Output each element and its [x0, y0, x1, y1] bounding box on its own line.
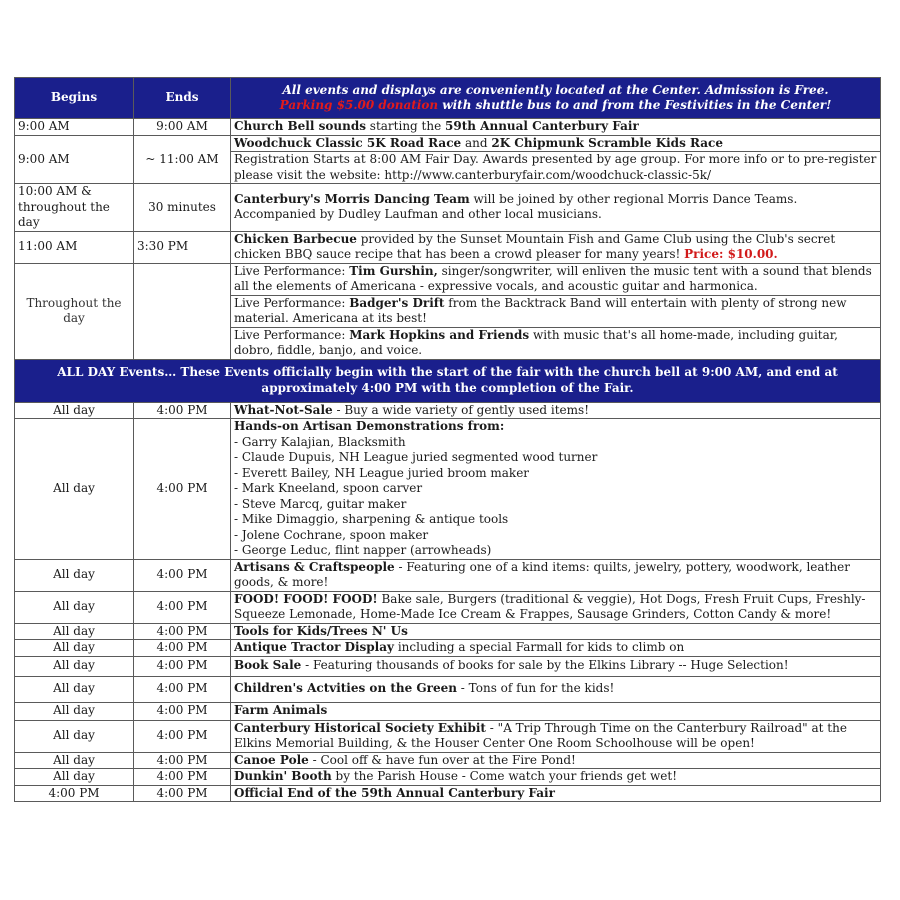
event-cell	[231, 152, 881, 184]
event-cell	[231, 559, 881, 591]
event-text: provided by the Sunset Mountain Fish and Game Club using the Club's secret chicken BBQ sauce recipe that has been a crowd pleaser for many years!	[234, 231, 836, 261]
event-title: Book Sale	[234, 658, 302, 673]
event-title: Artisans & Craftspeople	[234, 559, 395, 574]
event-title: Tools for Kids/Trees N' Us	[234, 623, 408, 638]
shuttle-note: with shuttle bus to and from the Festivities in the Center!	[438, 98, 832, 112]
ends-cell: 4:00 PM	[134, 702, 231, 720]
list-item: - Jolene Cochrane, spoon maker	[234, 527, 429, 542]
event-text: singer/songwriter, will enliven the music tent with a sound that blends all the elements of Americana - expressive vocals, and acoustic guitar and harmonica.	[234, 263, 872, 293]
table-row	[15, 135, 881, 152]
event-title: Hands-on Artisan Demonstrations from:	[234, 419, 505, 433]
ends-cell	[134, 263, 231, 359]
list-item: - Mike Dimaggio, sharpening & antique tools	[234, 512, 509, 526]
begins-cell: All day	[15, 559, 134, 591]
event-text: starting the	[365, 119, 446, 133]
table-row	[15, 640, 881, 657]
ends-cell: 4:00 PM	[134, 640, 231, 657]
event-title: Farm Animals	[234, 703, 328, 718]
event-title: What-Not-Sale	[234, 402, 333, 417]
event-cell	[231, 752, 881, 769]
event-text: - Featuring one of a kind items: quilts, jewelry, pottery, woodwork, leather goods, & more!	[234, 559, 850, 589]
event-text: by the Parish House - Come watch your friends get wet!	[331, 769, 678, 783]
allday-banner: ALL DAY Events… These Events officially begin with the start of the fair with the church bell at 9:00 AM, and end at approximately 4:00 PM with the completion of the Fair.	[15, 359, 881, 402]
ends-cell: 30 minutes	[134, 184, 231, 232]
event-cell	[231, 623, 881, 640]
event-cell	[231, 184, 881, 232]
event-title-2: 2K Chipmunk Scramble Kids Race	[491, 135, 723, 150]
event-cell	[231, 263, 881, 295]
ends-cell: ~ 11:00 AM	[134, 135, 231, 184]
table-row	[15, 591, 881, 623]
begins-cell: All day	[15, 402, 134, 419]
event-title: FOOD! FOOD! FOOD!	[234, 591, 378, 606]
ends-cell: 4:00 PM	[134, 676, 231, 702]
ends-cell: 4:00 PM	[134, 591, 231, 623]
ends-cell: 4:00 PM	[134, 656, 231, 676]
ends-cell: 4:00 PM	[134, 769, 231, 786]
begins-cell: 11:00 AM	[15, 231, 134, 263]
begins-cell: All day	[15, 676, 134, 702]
list-item: - George Leduc, flint napper (arrowheads)	[234, 543, 492, 557]
list-item: - Everett Bailey, NH League juried broom maker	[234, 465, 530, 480]
begins-cell: All day	[15, 640, 134, 657]
header-row	[15, 78, 881, 119]
admission-note	[231, 78, 881, 119]
list-item: - Steve Marcq, guitar maker	[234, 496, 407, 511]
table-row	[15, 769, 881, 786]
ends-cell: 4:00 PM	[134, 402, 231, 419]
table-row	[15, 785, 881, 802]
event-title: Canterbury Historical Society Exhibit	[234, 720, 486, 735]
event-title: Official End of the 59th Annual Canterbury Fair	[234, 785, 555, 800]
event-text: - Featuring thousands of books for sale by the Elkins Library -- Huge Selection!	[301, 658, 789, 673]
event-text: from the Backtrack Band will entertain with plenty of strong new material. Americana at its best!	[234, 295, 847, 325]
ends-cell: 4:00 PM	[134, 419, 231, 560]
ends-cell: 4:00 PM	[134, 623, 231, 640]
event-cell	[231, 295, 881, 327]
ends-header: Ends	[134, 78, 231, 119]
table-row	[15, 623, 881, 640]
event-text: Registration Starts at 8:00 AM Fair Day. Awards presented by age group. For more info or to pre-register please visit the website: http://www.canterburyfair.com/woodchuck-classic-5k/	[234, 152, 877, 182]
event-cell	[231, 419, 881, 560]
begins-cell: All day	[15, 702, 134, 720]
event-text: - Tons of fun for the kids!	[456, 681, 615, 696]
event-title: Canoe Pole	[234, 752, 309, 767]
table-row	[15, 559, 881, 591]
price-text: Price: $10.00.	[684, 247, 778, 261]
admission-line: All events and displays are conveniently located at the Center. Admission is Free.	[282, 82, 829, 97]
table-row	[15, 184, 881, 232]
event-title: Tim Gurshin,	[349, 263, 438, 278]
begins-cell: All day	[15, 752, 134, 769]
event-title: Church Bell sounds	[234, 119, 366, 133]
event-cell	[231, 591, 881, 623]
ends-cell: 4:00 PM	[134, 720, 231, 752]
event-text: and	[461, 135, 492, 150]
list-item: - Garry Kalajian, Blacksmith	[234, 434, 406, 449]
table-row	[15, 702, 881, 720]
event-cell	[231, 640, 881, 657]
begins-cell: All day	[15, 769, 134, 786]
event-prefix: Live Performance:	[234, 263, 350, 278]
begins-cell: 9:00 AM	[15, 135, 134, 184]
event-cell	[231, 702, 881, 720]
begins-cell: 4:00 PM	[15, 785, 134, 802]
begins-cell: All day	[15, 656, 134, 676]
event-cell	[231, 135, 881, 152]
event-title: Chicken Barbecue	[234, 231, 357, 246]
event-cell	[231, 720, 881, 752]
event-cell	[231, 656, 881, 676]
event-title: Woodchuck Classic 5K Road Race	[234, 135, 462, 150]
event-prefix: Live Performance:	[234, 295, 350, 310]
ends-cell: 3:30 PM	[134, 231, 231, 263]
event-text: - "A Trip Through Time on the Canterbury Railroad" at the Elkins Memorial Building, & the Houser Center One Room Schoolhouse will be open!	[234, 720, 847, 750]
event-text: will be joined by other regional Morris Dance Teams. Accompanied by Dudley Laufman and other local musicians.	[234, 191, 798, 222]
ends-cell: 4:00 PM	[134, 559, 231, 591]
begins-cell: 10:00 AM & throughout the day	[15, 184, 134, 232]
event-text: - Buy a wide variety of gently used items!	[332, 402, 590, 417]
artisan-list	[234, 435, 877, 559]
table-row	[15, 231, 881, 263]
event-title: Mark Hopkins and Friends	[349, 327, 530, 342]
table-row	[15, 720, 881, 752]
table-row	[15, 263, 881, 295]
begins-cell: All day	[15, 623, 134, 640]
table-row	[15, 676, 881, 702]
begins-cell: 9:00 AM	[15, 119, 134, 136]
begins-cell: All day	[15, 419, 134, 560]
event-text: including a special Farmall for kids to climb on	[394, 640, 685, 654]
event-title: Dunkin' Booth	[234, 769, 332, 783]
event-cell	[231, 785, 881, 802]
event-title-2: 59th Annual Canterbury Fair	[445, 119, 639, 133]
event-cell	[231, 119, 881, 136]
event-cell	[231, 769, 881, 786]
parking-note: Parking $5.00 donation	[279, 98, 439, 112]
event-cell	[231, 402, 881, 419]
event-title: Children's Actvities on the Green	[234, 681, 457, 696]
event-prefix: Live Performance:	[234, 327, 350, 342]
begins-cell: Throughout the day	[15, 263, 134, 359]
begins-header: Begins	[15, 78, 134, 119]
event-text: Bake sale, Burgers (traditional & veggie), Hot Dogs, Fresh Fruit Cups, Freshly-Squeeze Lemonade, Home-Made Ice Cream & Frappes, Sausage Grinders, Cotton Candy & more!	[234, 591, 866, 621]
table-row	[15, 402, 881, 419]
schedule-table	[14, 77, 881, 802]
begins-cell: All day	[15, 591, 134, 623]
event-title: Badger's Drift	[349, 295, 445, 310]
list-item: - Claude Dupuis, NH League juried segmented wood turner	[234, 450, 598, 464]
event-cell	[231, 327, 881, 359]
table-row	[15, 119, 881, 136]
event-title: Canterbury's Morris Dancing Team	[234, 191, 470, 206]
allday-band-row	[15, 359, 881, 402]
table-row	[15, 656, 881, 676]
table-row	[15, 419, 881, 560]
event-text: - Cool off & have fun over at the Fire Pond!	[308, 752, 576, 767]
list-item: - Mark Kneeland, spoon carver	[234, 481, 423, 495]
ends-cell: 9:00 AM	[134, 119, 231, 136]
ends-cell: 4:00 PM	[134, 785, 231, 802]
event-title: Antique Tractor Display	[234, 640, 394, 654]
event-cell	[231, 231, 881, 263]
event-text: with music that's all home-made, including guitar, dobro, fiddle, banjo, and voice.	[234, 327, 838, 357]
ends-cell: 4:00 PM	[134, 752, 231, 769]
table-row	[15, 752, 881, 769]
event-cell	[231, 676, 881, 702]
begins-cell: All day	[15, 720, 134, 752]
